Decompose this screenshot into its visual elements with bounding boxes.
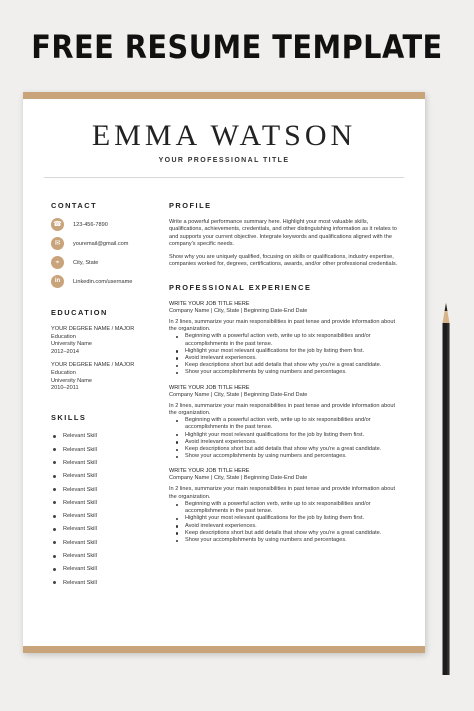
skills-heading: SKILLS xyxy=(51,412,87,422)
skill-item xyxy=(51,549,151,562)
bullet-icon xyxy=(53,568,56,571)
skill-item xyxy=(51,536,151,549)
divider xyxy=(44,177,404,178)
skill-label: Relevant Skill xyxy=(63,539,97,546)
edu-school: University Name xyxy=(51,377,93,384)
contact-text: youremail@gmail.com xyxy=(73,240,129,247)
job-bullet: Avoid irrelevant experiences. xyxy=(169,439,401,446)
email-icon: ✉ xyxy=(51,237,64,250)
job-bullet: Highlight your most relevant qualifications for the job by listing them first. xyxy=(169,348,401,355)
job-bullet: Show your accomplishments by using numbers and percentages. xyxy=(169,537,401,544)
job-entry xyxy=(169,468,401,544)
bullet-icon xyxy=(53,435,56,438)
job-bullet: Keep descriptions short but add details that show why you're a great candidate. xyxy=(169,362,401,369)
phone-icon: ☎ xyxy=(51,218,64,231)
profile-paragraph: Show why you are uniquely qualified, focusing on skills or qualifications, industry expertise, companies worked for, degrees, certifications, awards, and/or other professional credentials. xyxy=(169,254,398,268)
bullet-icon xyxy=(53,475,56,478)
job-title: WRITE YOUR JOB TITLE HERE xyxy=(169,300,250,307)
job-bullet: Show your accomplishments by using numbers and percentages. xyxy=(169,369,401,376)
job-meta: Company Name | City, State | Beginning Date-End Date xyxy=(169,307,308,314)
pencil-icon xyxy=(439,303,453,678)
skill-label: Relevant Skill xyxy=(63,566,97,573)
skills-list xyxy=(51,430,151,590)
skill-item xyxy=(51,510,151,523)
skill-label: Relevant Skill xyxy=(63,486,97,493)
skill-label: Relevant Skill xyxy=(63,433,97,440)
education-item xyxy=(51,326,151,356)
contact-item-location xyxy=(51,256,151,269)
skill-label: Relevant Skill xyxy=(63,526,97,533)
accent-bar-top xyxy=(23,92,425,99)
bullet-icon xyxy=(53,461,56,464)
bullet-icon xyxy=(53,448,56,451)
job-bullet: Keep descriptions short but add details that show why you're a great candidate. xyxy=(169,446,401,453)
edu-field: Education xyxy=(51,369,76,376)
job-bullet: Avoid irrelevant experiences. xyxy=(169,523,401,530)
job-bullets xyxy=(169,333,401,376)
accent-bar-bottom xyxy=(23,646,425,653)
skill-item xyxy=(51,483,151,496)
contact-heading: CONTACT xyxy=(51,201,98,210)
job-entry xyxy=(169,385,401,461)
bullet-icon xyxy=(53,515,56,518)
education-heading: EDUCATION xyxy=(51,308,108,317)
professional-title: YOUR PROFESSIONAL TITLE xyxy=(158,157,290,164)
right-column xyxy=(169,201,401,544)
skill-item xyxy=(51,523,151,536)
bullet-icon xyxy=(53,581,56,584)
edu-years: 2010–2011 xyxy=(51,385,79,392)
contact-text: 123-456-7890 xyxy=(73,221,108,228)
job-bullet: Keep descriptions short but add details that show why you're a great candidate. xyxy=(169,530,401,537)
linkedin-icon: in xyxy=(51,275,64,288)
job-summary: In 2 lines, summarize your main responsibilities in past tense and provide information about the organization. xyxy=(169,402,396,416)
edu-years: 2012–2014 xyxy=(51,348,79,355)
profile-paragraph: Write a powerful performance summary here. Highlight your most valuable skills, qualifications, achievements, credentials, and other distinguishing information as it relates to and supports your current objective. Integrate keywords and qualifications aligned with the company's specific needs. xyxy=(169,219,397,247)
skill-item xyxy=(51,576,151,589)
skill-item xyxy=(51,563,151,576)
skill-item xyxy=(51,430,151,443)
resume-page xyxy=(23,92,425,653)
contact-item-phone xyxy=(51,218,151,231)
skill-label: Relevant Skill xyxy=(63,499,97,506)
skill-label: Relevant Skill xyxy=(63,473,97,480)
experience-heading: PROFESSIONAL EXPERIENCE xyxy=(169,282,312,292)
bullet-icon xyxy=(53,555,56,558)
profile-heading: PROFILE xyxy=(169,201,212,210)
contact-text: City, State xyxy=(73,259,99,266)
job-title: WRITE YOUR JOB TITLE HERE xyxy=(169,384,250,391)
bullet-icon xyxy=(53,528,56,531)
skill-label: Relevant Skill xyxy=(63,579,97,586)
job-title: WRITE YOUR JOB TITLE HERE xyxy=(169,468,250,475)
edu-field: Education xyxy=(51,333,76,340)
bullet-icon xyxy=(53,541,56,544)
skill-item xyxy=(51,470,151,483)
skill-label: Relevant Skill xyxy=(63,513,97,520)
edu-school: University Name xyxy=(51,341,93,348)
job-summary: In 2 lines, summarize your main responsibilities in past tense and provide information about the organization. xyxy=(169,318,396,333)
contact-list xyxy=(51,218,151,288)
contact-text: Linkedin.com/username xyxy=(73,278,133,285)
job-bullet: Beginning with a powerful action verb, write up to six responsibilities and/or accomplishments in the past tense. xyxy=(169,333,401,347)
job-meta: Company Name | City, State | Beginning Date-End Date xyxy=(169,475,308,482)
edu-degree: YOUR DEGREE NAME / MAJOR xyxy=(51,326,135,332)
skill-label: Relevant Skill xyxy=(63,459,97,466)
skill-label: Relevant Skill xyxy=(63,553,97,560)
job-entry xyxy=(169,301,401,377)
job-bullets xyxy=(169,501,401,544)
job-bullet: Show your accomplishments by using numbers and percentages. xyxy=(169,453,401,460)
skill-item xyxy=(51,496,151,509)
contact-item-email xyxy=(51,237,151,250)
job-bullet: Beginning with a powerful action verb, write up to six responsibilities and/or accomplishments in the past tense. xyxy=(169,417,401,431)
bullet-icon xyxy=(53,488,56,491)
job-summary: In 2 lines, summarize your main responsibilities in past tense and provide information about the organization. xyxy=(169,486,396,500)
resume-name: EMMA WATSON xyxy=(91,119,357,152)
education-item xyxy=(51,362,151,392)
location-icon: ⌖ xyxy=(51,256,64,269)
skill-item xyxy=(51,456,151,469)
bullet-icon xyxy=(53,501,56,504)
skill-label: Relevant Skill xyxy=(63,446,97,453)
banner-title: FREE RESUME TEMPLATE xyxy=(31,28,443,66)
edu-degree: YOUR DEGREE NAME / MAJOR xyxy=(51,362,135,369)
job-bullet: Highlight your most relevant qualifications for the job by listing them first. xyxy=(169,515,401,522)
job-meta: Company Name | City, State | Beginning Date-End Date xyxy=(169,391,308,398)
job-bullet: Highlight your most relevant qualifications for the job by listing them first. xyxy=(169,432,401,439)
job-bullet: Beginning with a powerful action verb, write up to six responsibilities and/or accomplishments in the past tense. xyxy=(169,501,401,515)
job-bullets xyxy=(169,417,401,460)
contact-item-linkedin xyxy=(51,275,151,288)
left-column xyxy=(51,201,151,589)
job-bullet: Avoid irrelevant experiences. xyxy=(169,355,401,362)
skill-item xyxy=(51,443,151,456)
